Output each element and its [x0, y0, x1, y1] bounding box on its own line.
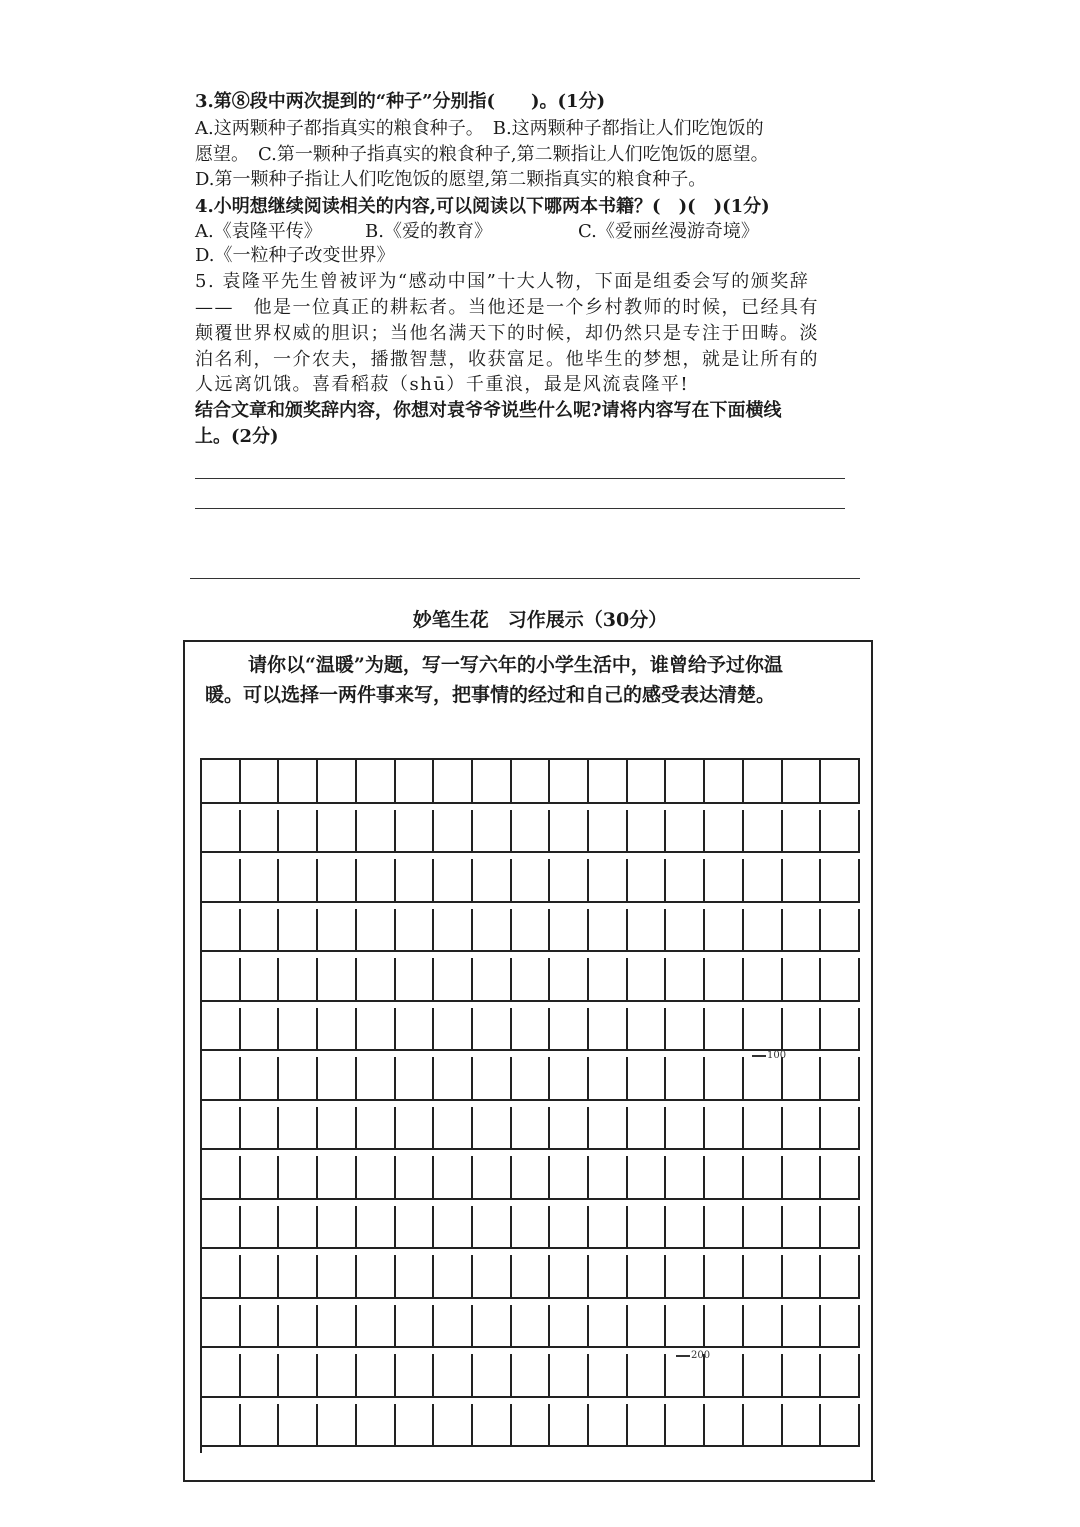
grid-cell[interactable] — [821, 909, 860, 953]
grid-cell[interactable] — [628, 859, 667, 903]
grid-cell[interactable] — [396, 958, 435, 1002]
grid-cell[interactable] — [589, 1206, 628, 1250]
grid-cell[interactable] — [279, 1305, 318, 1349]
grid-cell[interactable] — [512, 1354, 551, 1398]
grid-cell[interactable] — [318, 1354, 357, 1398]
grid-cell[interactable] — [241, 958, 280, 1002]
grid-cell[interactable] — [434, 1354, 473, 1398]
question-3-stem: 3.第⑧段中两次提到的“种子”分别指( )。(1分) — [195, 91, 606, 112]
grid-cell[interactable] — [396, 1057, 435, 1101]
grid-cell[interactable] — [783, 1057, 822, 1101]
grid-cell[interactable] — [241, 1305, 280, 1349]
grid-cell[interactable] — [783, 1255, 822, 1299]
grid-cell[interactable] — [318, 810, 357, 854]
grid-cell[interactable] — [744, 1255, 783, 1299]
grid-cell[interactable] — [589, 1057, 628, 1101]
grid-cell[interactable] — [318, 760, 357, 804]
grid-cell[interactable] — [589, 1107, 628, 1151]
grid-cell[interactable] — [550, 1404, 589, 1448]
grid-cell[interactable] — [202, 909, 241, 953]
grid-cell[interactable] — [279, 958, 318, 1002]
grid-cell[interactable] — [357, 1404, 396, 1448]
grid-cell[interactable] — [821, 1354, 860, 1398]
grid-cell[interactable] — [744, 1206, 783, 1250]
grid-cell[interactable] — [202, 1404, 241, 1448]
grid-cell[interactable] — [396, 1206, 435, 1250]
grid-cell[interactable] — [473, 909, 512, 953]
grid-cell[interactable] — [202, 1305, 241, 1349]
grid-cell[interactable] — [318, 1057, 357, 1101]
grid-cell[interactable] — [318, 958, 357, 1002]
grid-cell[interactable] — [241, 1057, 280, 1101]
question-5-citation-line-2: 颠覆世界权威的胆识；当他名满天下的时候，却仍然只是专注于田畴。淡 — [195, 323, 819, 344]
question-5-citation-line-1: —— 他是一位真正的耕耘者。当他还是一个乡村教师的时候，已经具有 — [195, 297, 819, 318]
section-divider — [190, 578, 860, 579]
grid-cell[interactable] — [318, 1008, 357, 1052]
grid-cell[interactable] — [666, 760, 705, 804]
grid-cell[interactable] — [666, 1008, 705, 1052]
grid-cell[interactable] — [666, 1404, 705, 1448]
grid-cell[interactable] — [473, 1305, 512, 1349]
grid-cell[interactable] — [821, 1255, 860, 1299]
grid-cell[interactable] — [473, 958, 512, 1002]
grid-cell[interactable] — [589, 1156, 628, 1200]
question-3-options-line-3: D.第一颗种子指让人们吃饱饭的愿望,第二颗指真实的粮食种子。 — [195, 169, 707, 190]
grid-cell[interactable] — [666, 810, 705, 854]
grid-cell[interactable] — [550, 1305, 589, 1349]
grid-cell[interactable] — [821, 760, 860, 804]
grid-cell[interactable] — [512, 810, 551, 854]
grid-cell[interactable] — [783, 1404, 822, 1448]
grid-cell[interactable] — [628, 760, 667, 804]
grid-cell[interactable] — [357, 958, 396, 1002]
grid-cell[interactable] — [241, 760, 280, 804]
question-4-option-b: B.《爱的教育》 — [365, 221, 492, 242]
grid-cell[interactable] — [241, 1008, 280, 1052]
grid-cell[interactable] — [473, 1057, 512, 1101]
grid-cell[interactable] — [821, 859, 860, 903]
grid-cell[interactable] — [744, 859, 783, 903]
answer-line-2[interactable] — [195, 508, 845, 509]
grid-cell[interactable] — [279, 760, 318, 804]
grid-cell[interactable] — [628, 1156, 667, 1200]
grid-cell[interactable] — [473, 810, 512, 854]
grid-cell[interactable] — [589, 859, 628, 903]
grid-cell[interactable] — [396, 810, 435, 854]
grid-cell[interactable] — [279, 1107, 318, 1151]
grid-cell[interactable] — [434, 958, 473, 1002]
question-4-option-a: A.《袁隆平传》 — [195, 221, 322, 242]
grid-cell[interactable] — [202, 859, 241, 903]
grid-cell[interactable] — [318, 1156, 357, 1200]
grid-cell[interactable] — [318, 1404, 357, 1448]
grid-cell[interactable] — [705, 810, 744, 854]
grid-cell[interactable] — [705, 1057, 744, 1101]
grid-cell[interactable] — [512, 1404, 551, 1448]
grid-cell[interactable] — [744, 1156, 783, 1200]
grid-cell[interactable] — [279, 859, 318, 903]
grid-cell[interactable] — [628, 909, 667, 953]
grid-cell[interactable] — [550, 1206, 589, 1250]
grid-cell[interactable] — [821, 1206, 860, 1250]
grid-cell[interactable] — [241, 1255, 280, 1299]
grid-cell[interactable] — [705, 1008, 744, 1052]
grid-cell[interactable] — [357, 1255, 396, 1299]
grid-cell[interactable] — [783, 859, 822, 903]
grid-cell[interactable] — [241, 1107, 280, 1151]
grid-cell[interactable] — [241, 1404, 280, 1448]
grid-cell[interactable] — [357, 1156, 396, 1200]
grid-cell[interactable] — [202, 958, 241, 1002]
grid-cell[interactable] — [550, 1008, 589, 1052]
grid-cell[interactable] — [202, 760, 241, 804]
grid-cell[interactable] — [628, 1305, 667, 1349]
grid-cell[interactable] — [473, 1156, 512, 1200]
grid-cell[interactable] — [318, 909, 357, 953]
grid-cell[interactable] — [550, 1255, 589, 1299]
grid-cell[interactable] — [434, 1057, 473, 1101]
grid-cell[interactable] — [318, 1255, 357, 1299]
grid-cell[interactable] — [821, 958, 860, 1002]
grid-cell[interactable] — [783, 810, 822, 854]
grid-cell[interactable] — [550, 859, 589, 903]
grid-cell[interactable] — [512, 1107, 551, 1151]
grid-cell[interactable] — [666, 1057, 705, 1101]
grid-cell[interactable] — [628, 1107, 667, 1151]
grid-cell[interactable] — [473, 1206, 512, 1250]
grid-cell[interactable] — [783, 1354, 822, 1398]
question-5-task-line-1: 结合文章和颁奖辞内容，你想对袁爷爷说些什么呢?请将内容写在下面横线 — [195, 400, 782, 421]
grid-cell[interactable] — [744, 1008, 783, 1052]
grid-cell[interactable] — [628, 1206, 667, 1250]
grid-cell[interactable] — [550, 909, 589, 953]
grid-cell[interactable] — [783, 909, 822, 953]
grid-cell[interactable] — [550, 810, 589, 854]
grid-cell[interactable] — [821, 810, 860, 854]
grid-cell[interactable] — [628, 1354, 667, 1398]
grid-cell[interactable] — [473, 760, 512, 804]
grid-cell[interactable] — [666, 1305, 705, 1349]
grid-cell[interactable] — [241, 909, 280, 953]
grid-cell[interactable] — [550, 760, 589, 804]
grid-cell[interactable] — [396, 760, 435, 804]
grid-cell[interactable] — [589, 760, 628, 804]
grid-cell[interactable] — [357, 1354, 396, 1398]
grid-cell[interactable] — [202, 810, 241, 854]
grid-cell[interactable] — [396, 1107, 435, 1151]
grid-cell[interactable] — [396, 859, 435, 903]
grid-cell[interactable] — [783, 760, 822, 804]
grid-cell[interactable] — [357, 1107, 396, 1151]
grid-cell[interactable] — [550, 1156, 589, 1200]
grid-cell[interactable] — [396, 1354, 435, 1398]
grid-cell[interactable] — [666, 909, 705, 953]
grid-cell[interactable] — [821, 1156, 860, 1200]
grid-cell[interactable] — [434, 1404, 473, 1448]
grid-cell[interactable] — [279, 810, 318, 854]
grid-cell[interactable] — [705, 1305, 744, 1349]
grid-cell[interactable] — [821, 1057, 860, 1101]
grid-cell[interactable] — [705, 1255, 744, 1299]
grid-cell[interactable] — [744, 1305, 783, 1349]
grid-cell[interactable] — [357, 1206, 396, 1250]
grid-cell[interactable] — [396, 1008, 435, 1052]
grid-cell[interactable] — [589, 1354, 628, 1398]
grid-cell[interactable] — [434, 1305, 473, 1349]
word-count-marker-200: 200 — [676, 1350, 710, 1362]
grid-cell[interactable] — [783, 1305, 822, 1349]
grid-cell[interactable] — [666, 859, 705, 903]
grid-cell[interactable] — [434, 909, 473, 953]
question-4-stem: 4.小明想继续阅读相关的内容,可以阅读以下哪两本书籍？( )( )(1分) — [195, 196, 770, 217]
grid-cell[interactable] — [512, 1255, 551, 1299]
question-5-stem: 5. 袁隆平先生曾被评为“感动中国”十大人物，下面是组委会写的颁奖辞 — [195, 271, 810, 292]
grid-cell[interactable] — [318, 1206, 357, 1250]
grid-cell[interactable] — [589, 1008, 628, 1052]
writing-prompt-line-2: 暖。可以选择一两件事来写，把事情的经过和自己的感受表达清楚。 — [205, 684, 776, 706]
grid-cell[interactable] — [202, 1206, 241, 1250]
grid-cell[interactable] — [434, 1206, 473, 1250]
grid-cell[interactable] — [705, 760, 744, 804]
grid-cell[interactable] — [202, 1156, 241, 1200]
grid-cell[interactable] — [473, 859, 512, 903]
grid-cell[interactable] — [628, 1008, 667, 1052]
writing-frame-bottom — [183, 1480, 875, 1482]
grid-cell[interactable] — [396, 1255, 435, 1299]
grid-cell[interactable] — [705, 1404, 744, 1448]
grid-cell[interactable] — [396, 1156, 435, 1200]
grid-cell[interactable] — [628, 1057, 667, 1101]
grid-cell[interactable] — [434, 1107, 473, 1151]
grid-cell[interactable] — [512, 1057, 551, 1101]
grid-cell[interactable] — [744, 810, 783, 854]
grid-cell[interactable] — [434, 760, 473, 804]
grid-cell[interactable] — [357, 859, 396, 903]
grid-cell[interactable] — [279, 1156, 318, 1200]
grid-cell[interactable] — [279, 1008, 318, 1052]
grid-cell[interactable] — [628, 1404, 667, 1448]
grid-cell[interactable] — [628, 810, 667, 854]
grid-cell[interactable] — [744, 909, 783, 953]
grid-cell[interactable] — [396, 1404, 435, 1448]
grid-cell[interactable] — [821, 1008, 860, 1052]
grid-cell[interactable] — [589, 1255, 628, 1299]
grid-cell[interactable] — [589, 909, 628, 953]
grid-cell[interactable] — [744, 1107, 783, 1151]
grid-cell[interactable] — [279, 1354, 318, 1398]
grid-cell[interactable] — [241, 1206, 280, 1250]
grid-cell[interactable] — [279, 1255, 318, 1299]
grid-cell[interactable] — [473, 1404, 512, 1448]
grid-cell[interactable] — [357, 810, 396, 854]
grid-cell[interactable] — [241, 1354, 280, 1398]
grid-cell[interactable] — [434, 1008, 473, 1052]
grid-cell[interactable] — [396, 909, 435, 953]
grid-cell[interactable] — [744, 1404, 783, 1448]
grid-cell[interactable] — [202, 1354, 241, 1398]
grid-cell[interactable] — [241, 1156, 280, 1200]
grid-cell[interactable] — [550, 1057, 589, 1101]
grid-cell[interactable] — [473, 1255, 512, 1299]
grid-cell[interactable] — [279, 1404, 318, 1448]
grid-cell[interactable] — [550, 958, 589, 1002]
grid-cell[interactable] — [705, 859, 744, 903]
grid-cell[interactable] — [279, 1206, 318, 1250]
question-5-task-line-2: 上。(2分) — [195, 426, 279, 447]
grid-cell[interactable] — [512, 1008, 551, 1052]
grid-cell[interactable] — [202, 1255, 241, 1299]
grid-cell[interactable] — [783, 958, 822, 1002]
grid-cell[interactable] — [473, 1107, 512, 1151]
grid-cell[interactable] — [705, 1354, 744, 1398]
grid-cell[interactable] — [318, 859, 357, 903]
grid-cell[interactable] — [473, 1354, 512, 1398]
grid-cell[interactable] — [512, 958, 551, 1002]
grid-cell[interactable] — [744, 760, 783, 804]
question-5-citation-line-4: 人远离饥饿。喜看稻菽（shū）千重浪，最是风流袁隆平! — [195, 374, 690, 395]
grid-cell[interactable] — [821, 1404, 860, 1448]
grid-cell[interactable] — [434, 810, 473, 854]
grid-cell[interactable] — [473, 1008, 512, 1052]
grid-cell[interactable] — [434, 1255, 473, 1299]
grid-cell[interactable] — [589, 1404, 628, 1448]
answer-line-1[interactable] — [195, 478, 845, 479]
grid-cell[interactable] — [783, 1107, 822, 1151]
grid-cell[interactable] — [434, 1156, 473, 1200]
grid-cell[interactable] — [357, 760, 396, 804]
grid-cell[interactable] — [589, 810, 628, 854]
composition-grid[interactable] — [200, 758, 860, 1453]
question-4-option-d: D.《一粒种子改变世界》 — [195, 245, 395, 266]
question-5-citation-line-3: 泊名利，一介农夫，播撒智慧，收获富足。他毕生的梦想，就是让所有的 — [195, 349, 819, 370]
grid-cell[interactable] — [666, 1156, 705, 1200]
grid-cell[interactable] — [434, 859, 473, 903]
grid-cell[interactable] — [705, 1156, 744, 1200]
grid-cell[interactable] — [512, 760, 551, 804]
grid-cell[interactable] — [357, 909, 396, 953]
writing-prompt-line-1: 请你以“温暖”为题，写一写六年的小学生活中，谁曾给予过你温 — [248, 654, 783, 676]
grid-cell[interactable] — [512, 859, 551, 903]
grid-cell[interactable] — [783, 1008, 822, 1052]
grid-cell[interactable] — [666, 1107, 705, 1151]
writing-section-title: 妙笔生花 习作展示（30分） — [412, 609, 668, 631]
grid-cell[interactable] — [705, 1206, 744, 1250]
grid-cell[interactable] — [666, 1206, 705, 1250]
grid-cell[interactable] — [589, 1305, 628, 1349]
grid-cell[interactable] — [202, 1008, 241, 1052]
question-4-option-c: C.《爱丽丝漫游奇境》 — [578, 221, 759, 242]
grid-cell[interactable] — [318, 1305, 357, 1349]
grid-cell[interactable] — [318, 1107, 357, 1151]
grid-cell[interactable] — [512, 909, 551, 953]
grid-cell[interactable] — [744, 1354, 783, 1398]
grid-cell[interactable] — [241, 810, 280, 854]
grid-cell[interactable] — [744, 958, 783, 1002]
grid-cell[interactable] — [241, 859, 280, 903]
grid-cell[interactable] — [666, 958, 705, 1002]
grid-cell[interactable] — [589, 958, 628, 1002]
grid-cell[interactable] — [666, 1255, 705, 1299]
grid-cell[interactable] — [512, 1305, 551, 1349]
grid-cell[interactable] — [705, 1107, 744, 1151]
grid-cell[interactable] — [357, 1305, 396, 1349]
word-count-marker-100: 100 — [752, 1050, 786, 1062]
grid-cell[interactable] — [628, 958, 667, 1002]
grid-cell[interactable] — [396, 1305, 435, 1349]
grid-cell[interactable] — [357, 1057, 396, 1101]
grid-cell[interactable] — [821, 1305, 860, 1349]
grid-cell[interactable] — [783, 1156, 822, 1200]
grid-cell[interactable] — [279, 909, 318, 953]
grid-cell[interactable] — [357, 1008, 396, 1052]
question-3-options-line-2: 愿望。 C.第一颗种子指真实的粮食种子,第二颗指让人们吃饱饭的愿望。 — [195, 144, 769, 165]
question-3-options-line-1: A.这两颗种子都指真实的粮食种子。 B.这两颗种子都指让人们吃饱饭的 — [195, 118, 764, 139]
grid-cell[interactable] — [202, 1107, 241, 1151]
grid-cell[interactable] — [512, 1156, 551, 1200]
grid-cell[interactable] — [628, 1255, 667, 1299]
grid-cell[interactable] — [550, 1354, 589, 1398]
grid-cell[interactable] — [512, 1206, 551, 1250]
grid-cell[interactable] — [821, 1107, 860, 1151]
grid-cell[interactable] — [550, 1107, 589, 1151]
grid-cell[interactable] — [744, 1057, 783, 1101]
grid-cell[interactable] — [783, 1206, 822, 1250]
grid-cell[interactable] — [202, 1057, 241, 1101]
grid-cell[interactable] — [279, 1057, 318, 1101]
grid-cell[interactable] — [705, 958, 744, 1002]
grid-cell[interactable] — [705, 909, 744, 953]
